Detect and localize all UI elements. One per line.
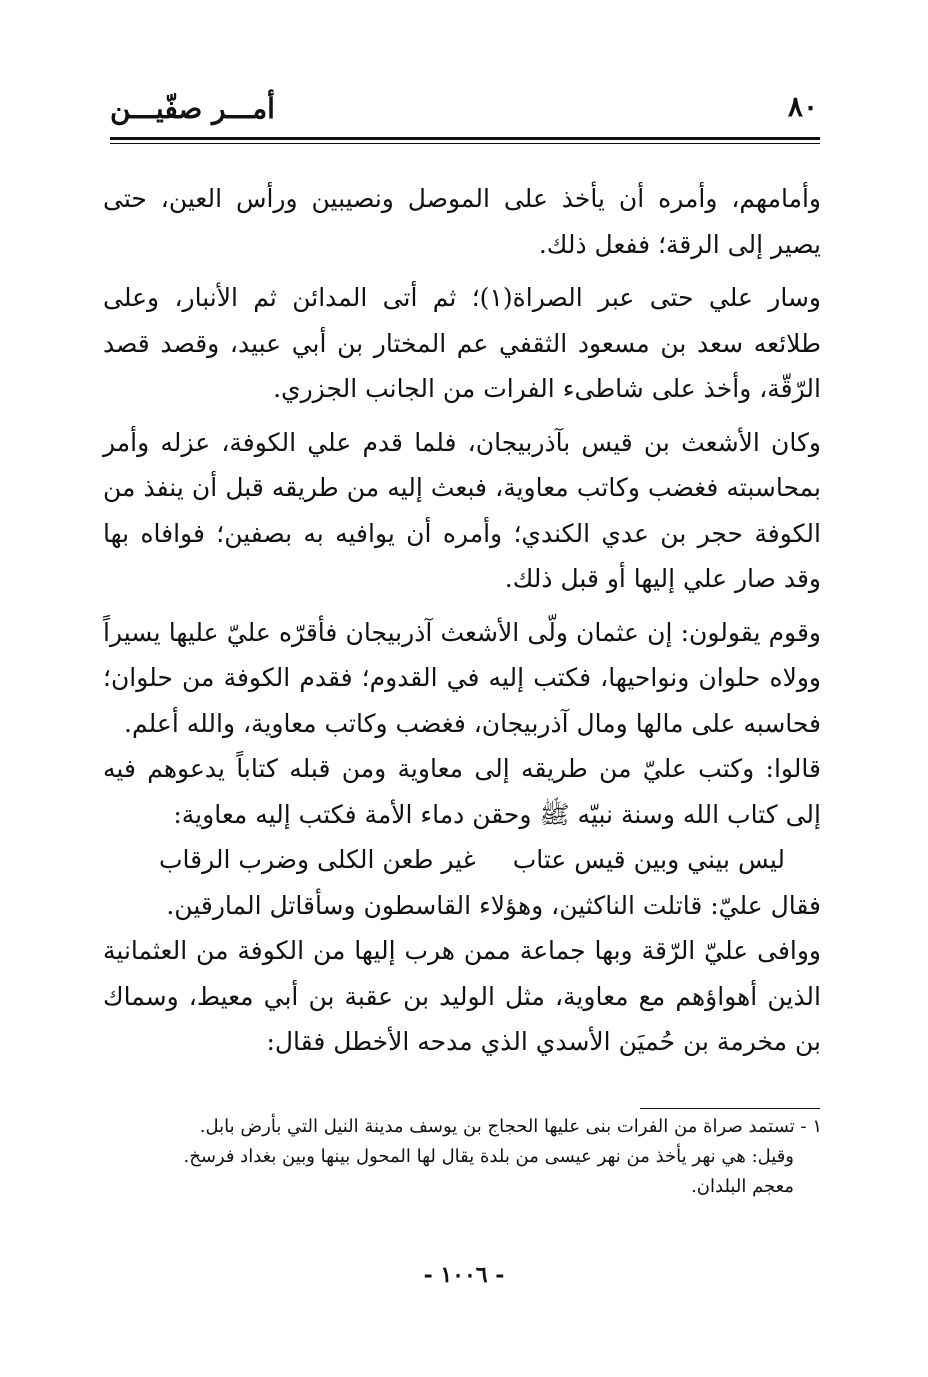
footnote-line-1: ١ - تستمد صراة من الفرات بنى عليها الحجاج بن يوسف مدينة النيل التي بأرض بابل. (199, 1116, 822, 1137)
main-text (103, 176, 821, 1065)
footnotes (110, 1112, 822, 1202)
footnote-rule (640, 1108, 820, 1109)
paragraph-3: وكان الأشعث بن قيس بآذربيجان، فلما قدم علي الكوفة، عزله وأمر بمحاسبته فغضب وكاتب معاوية، فبعث إليه من طريقه قبل أن ينفذ من الكوفة حجر بن عدي الكندي؛ وأمره أن يوافيه به بصفين؛ فوافاه بها وقد صار علي إليها أو قبل ذلك. (103, 427, 821, 593)
paragraph-2: وسار علي حتى عبر الصراة(١)؛ ثم أتى المدائن ثم الأنبار، وعلى طلائعه سعد بن مسعود الثقفي عم المختار بن أبي عبيد، وقصد قصد الرّقّة، وأخذ على شاطىء الفرات من الجانب الجزري. (103, 283, 821, 403)
footnote-line-2: وقيل: هي نهر يأخذ من نهر عيسى من بلدة يقال لها المحول بينها وبين بغداد فرسخ. (183, 1146, 794, 1167)
page-number: ٨٠ (787, 90, 818, 123)
paragraph-4: وقوم يقولون: إن عثمان ولّى الأشعث آذربيجان فأقرّه عليّ عليها يسيراً وولاه حلوان ونواحيها، فكتب إليه في القدوم؛ فقدم الكوفة من حلوان؛ فحاسبه على مالها ومال آذربيجان، فغضب وكاتب معاوية، والله أعلم. (103, 617, 821, 738)
paragraph-1: وأمامهم، وأمره أن يأخذ على الموصل ونصيبين ورأس العين، حتى يصير إلى الرقة؛ ففعل ذلك. (103, 184, 821, 259)
verse-second-hemistich: غير طعن الكلى وضرب الرقاب (159, 845, 476, 874)
paragraph-6: فقال عليّ: قاتلت الناكثين، وهؤلاء القاسطون وسأقاتل المارقين. (166, 890, 821, 920)
paragraph-7: ووافى عليّ الرّقة وبها جماعة ممن هرب إليها من الكوفة من العثمانية الذين أهواؤهم مع معاوية، مثل الوليد بن عقبة بن أبي معيط، وسماك بن مخرمة بن حُميَن الأسدي الذي مدحه الأخطل فقال: (103, 936, 821, 1056)
footnote-line-3: معجم البلدان. (691, 1176, 794, 1197)
header-rule (110, 137, 820, 140)
running-header (110, 86, 818, 136)
header-rule-thin (110, 143, 820, 144)
paragraph-5: قالوا: وكتب عليّ من طريقه إلى معاوية ومن قبله كتاباً يدعوهم فيه إلى كتاب الله وسنة نبيّه ﷺ وحقن دماء الأمة فكتب إليه معاوية: (103, 754, 821, 829)
poem-verse (103, 837, 821, 883)
verse-first-hemistich: ليس بيني وبين قيس عتاب (512, 845, 785, 874)
folio-number: - ١٠٠٦ - (423, 1262, 505, 1288)
chapter-title: أمـــر صفّيـــن (110, 92, 275, 125)
